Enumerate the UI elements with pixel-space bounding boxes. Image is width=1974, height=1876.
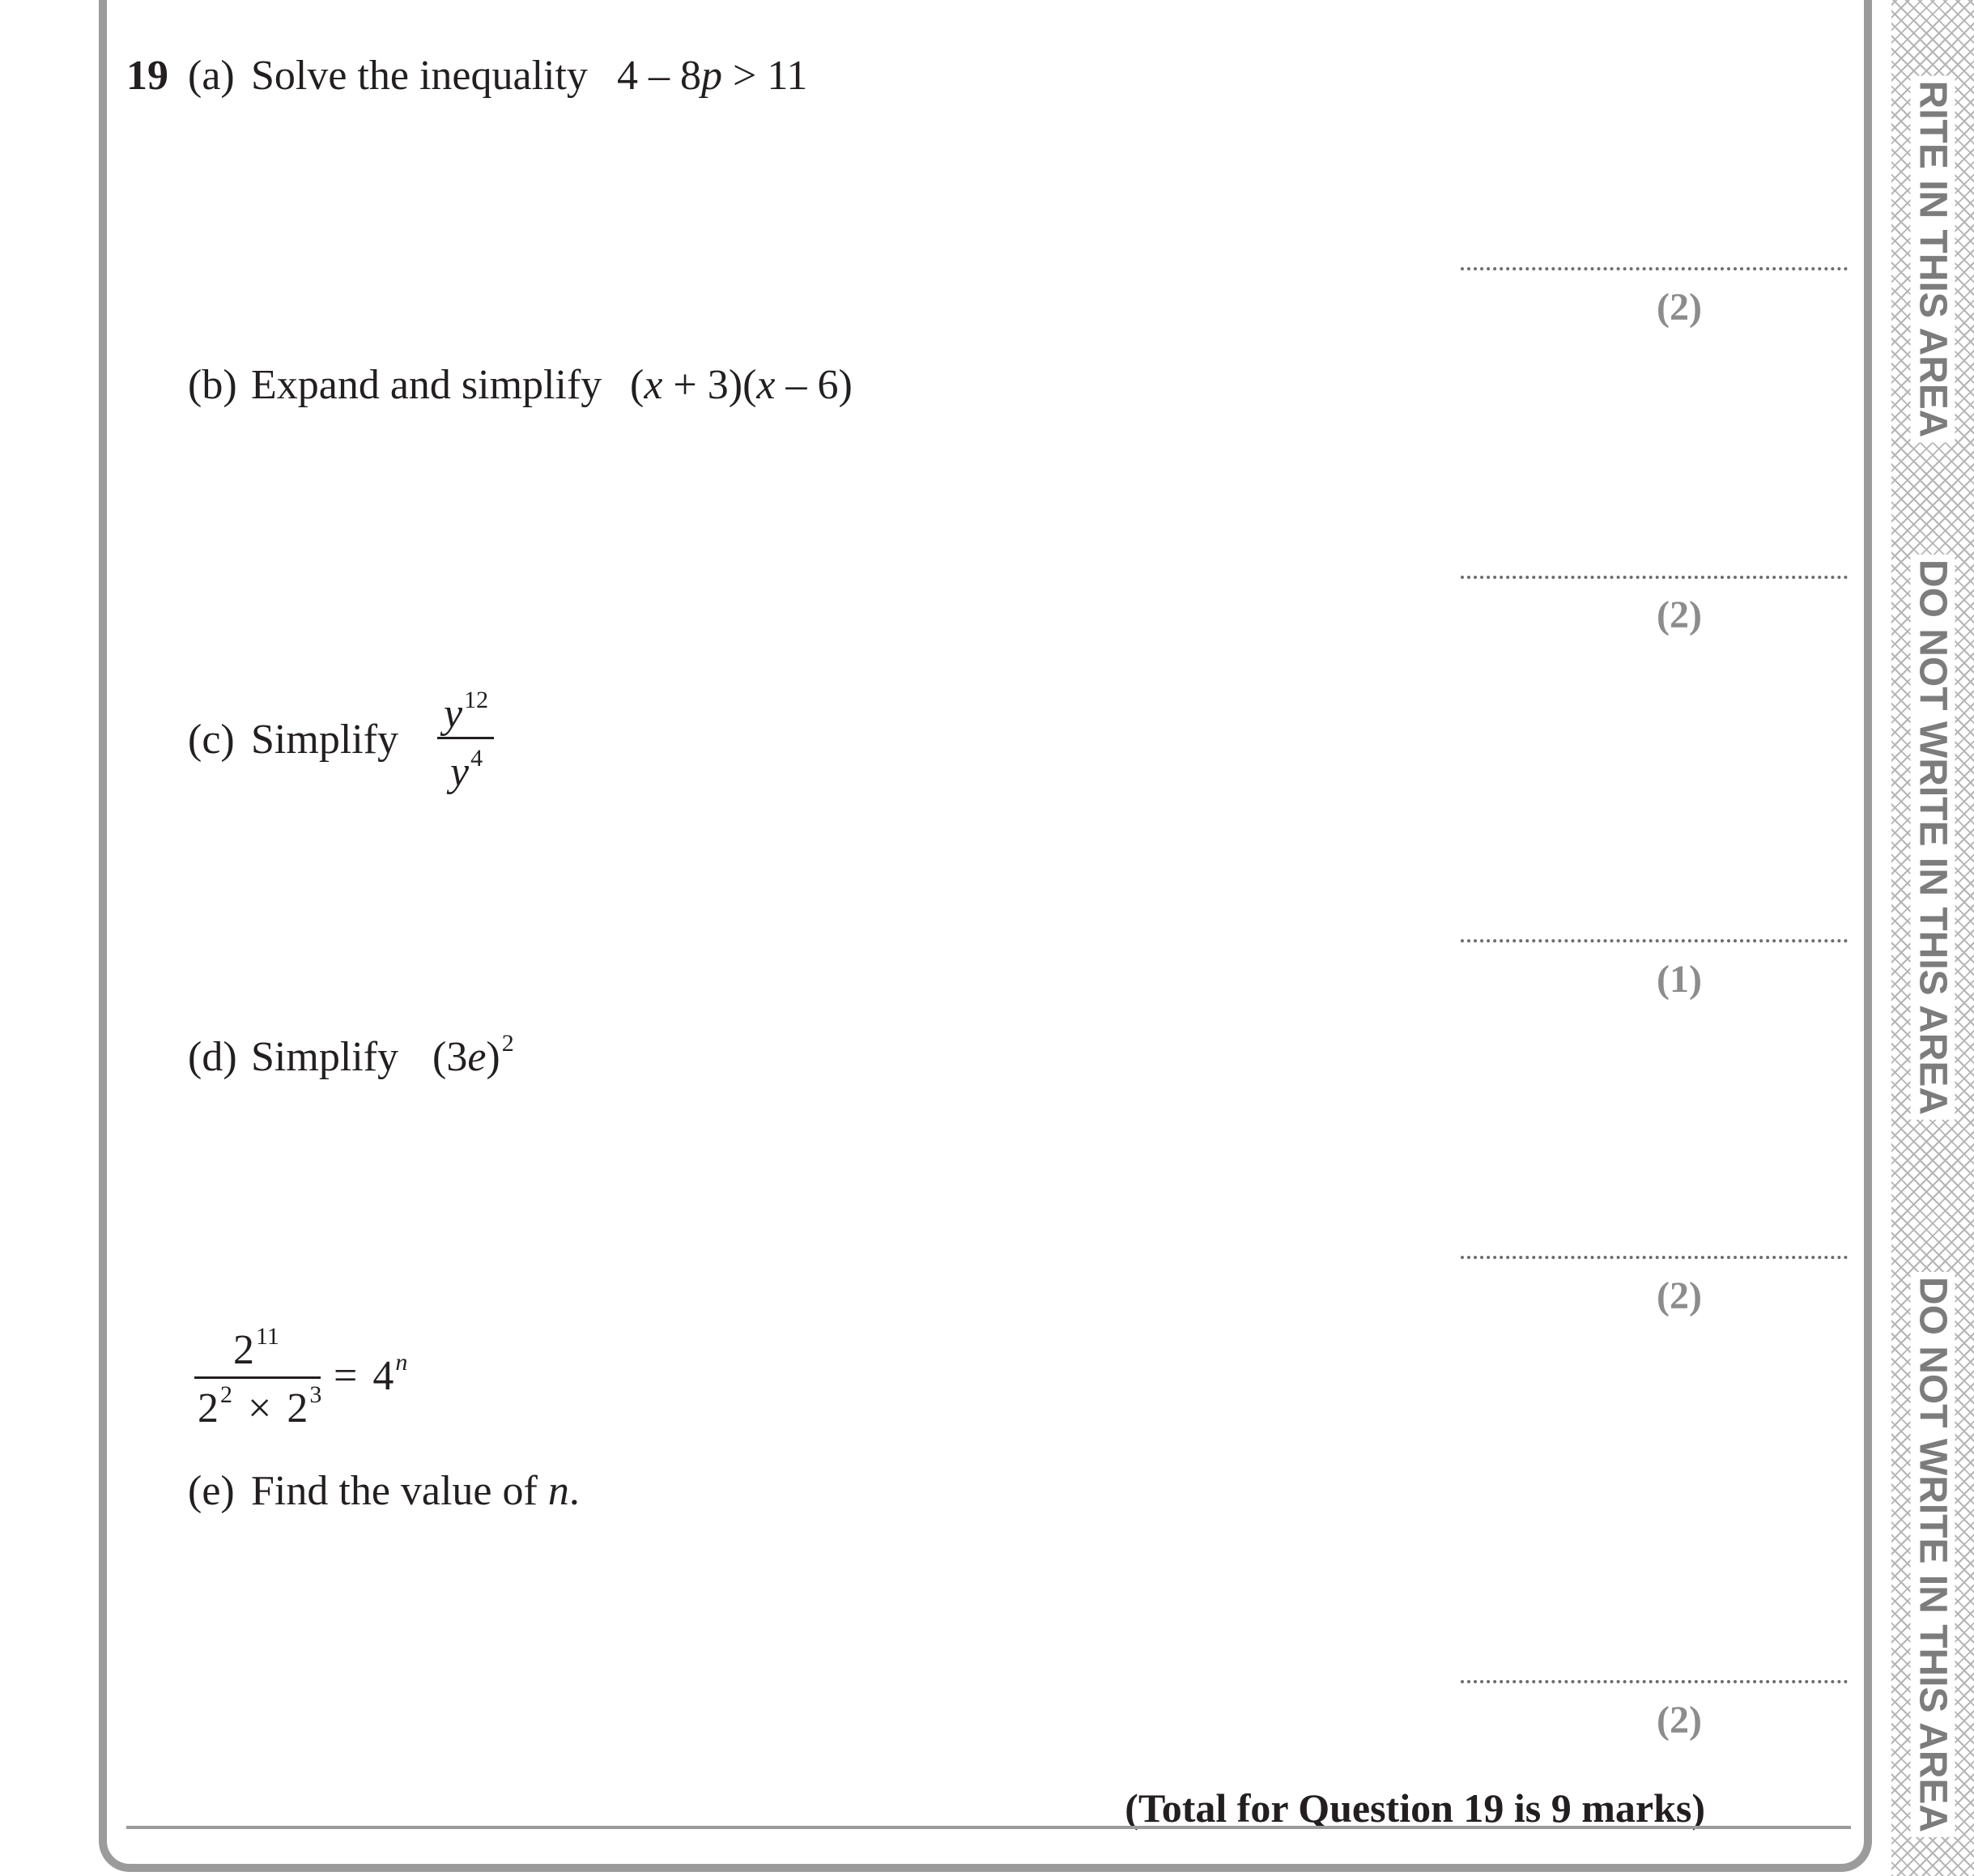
part-b-instruction: Expand and simplify xyxy=(251,362,602,408)
answer-line-d[interactable] xyxy=(1461,1256,1848,1259)
part-a-expression xyxy=(617,55,807,97)
denominator-base: y xyxy=(450,749,470,795)
part-e-label: (e) xyxy=(188,1468,235,1514)
part-b-expression xyxy=(630,364,853,406)
marks-d: (2) xyxy=(1657,1274,1702,1317)
answer-line-e[interactable] xyxy=(1461,1680,1848,1683)
margin-text-bottom: DO NOT WRITE IN THIS AREA xyxy=(1911,1272,1955,1837)
margin-text-top: RITE IN THIS AREA xyxy=(1911,76,1955,443)
question-total: (Total for Question 19 is 9 marks) xyxy=(1125,1785,1705,1831)
page-frame xyxy=(99,0,1872,1872)
eq-den-base-2: 2 xyxy=(287,1385,308,1431)
part-b-label: (b) xyxy=(188,362,237,408)
part-c-instruction: Simplify xyxy=(251,717,399,763)
margin-hatched-strip xyxy=(1891,0,1974,1876)
inequality-expression: 4 – 8p > 11 xyxy=(617,53,808,99)
eq-num-base: 2 xyxy=(233,1327,254,1373)
equation-numerator xyxy=(233,1323,279,1373)
eq-den-power-1: 2 xyxy=(220,1381,232,1408)
marks-b: (2) xyxy=(1657,593,1702,636)
denominator-power: 4 xyxy=(470,745,483,772)
power-exponent: 2 xyxy=(501,1030,514,1057)
expand-expression: (x + 3)(x – 6) xyxy=(630,362,853,408)
answer-line-b[interactable] xyxy=(1461,576,1848,579)
marks-a: (2) xyxy=(1657,286,1702,329)
power-base: (3e) xyxy=(432,1034,500,1080)
question-number: 19 xyxy=(126,53,168,99)
margin-text-middle: DO NOT WRITE IN THIS AREA xyxy=(1911,555,1955,1120)
equation-denominator xyxy=(198,1381,322,1431)
bottom-rule xyxy=(126,1826,1851,1829)
part-a-instruction: Solve the inequality xyxy=(251,53,588,99)
part-d-expression xyxy=(432,1030,514,1080)
part-a-label: (a) xyxy=(188,53,235,99)
part-d-label: (d) xyxy=(188,1034,237,1080)
part-e-text xyxy=(251,1470,580,1512)
eq-times-sign: × xyxy=(248,1385,272,1431)
eq-rhs-power: n xyxy=(395,1349,408,1376)
equation-rhs xyxy=(334,1349,408,1399)
answer-line-c[interactable] xyxy=(1461,939,1848,942)
eq-equals-sign: = xyxy=(334,1353,358,1399)
fraction-numerator xyxy=(444,687,489,737)
part-e-instruction: Find the value of xyxy=(251,1468,538,1514)
eq-den-power-2: 3 xyxy=(309,1381,322,1408)
equation-fraction-bar xyxy=(194,1376,321,1379)
fraction-denominator xyxy=(450,745,483,795)
fraction-bar-c xyxy=(437,737,494,739)
marks-c: (1) xyxy=(1657,958,1702,1001)
eq-num-power: 11 xyxy=(256,1323,279,1350)
part-d-instruction: Simplify xyxy=(251,1034,399,1080)
eq-den-base-1: 2 xyxy=(198,1385,219,1431)
part-e-variable: n xyxy=(547,1468,569,1514)
marks-e: (2) xyxy=(1657,1699,1702,1742)
part-e-fullstop: . xyxy=(568,1468,580,1514)
eq-rhs-base: 4 xyxy=(372,1353,394,1399)
part-c-label: (c) xyxy=(188,717,235,763)
answer-line-a[interactable] xyxy=(1461,267,1848,270)
numerator-base: y xyxy=(444,691,463,737)
numerator-power: 12 xyxy=(464,687,489,713)
